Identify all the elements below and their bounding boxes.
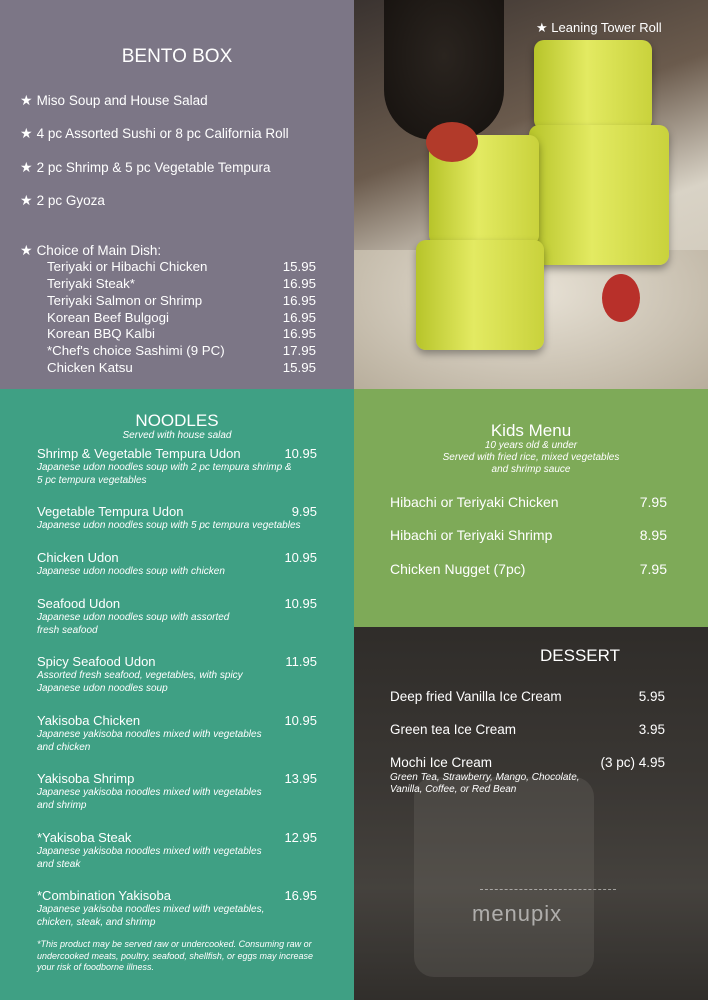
bento-main-price: 15.95 (282, 360, 316, 375)
bento-item: ★ 2 pc Shrimp & 5 pc Vegetable Tempura (20, 159, 271, 175)
bento-item: ★ 4 pc Assorted Sushi or 8 pc California Roll (20, 125, 289, 141)
noodle-desc: Japanese yakisoba noodles mixed with vegetables and shrimp (37, 787, 262, 811)
roll-tier (534, 40, 652, 130)
bento-main-name: Chicken Katsu (47, 360, 133, 375)
noodle-name: Yakisoba Chicken (37, 713, 141, 728)
noodle-name: *Combination Yakisoba (37, 888, 171, 903)
dessert-item-name: Mochi Ice Cream (390, 755, 493, 770)
noodle-name: Shrimp & Vegetable Tempura Udon (37, 446, 241, 461)
kids-item-price: 7.95 (639, 494, 667, 510)
bento-main-name: Teriyaki Salmon or Shrimp (47, 293, 203, 308)
noodle-name: Chicken Udon (37, 550, 119, 565)
dessert-title: DESSERT (540, 646, 620, 665)
noodle-name: *Yakisoba Steak (37, 830, 132, 845)
bento-item: ★ Miso Soup and House Salad (20, 92, 208, 108)
noodle-desc: Japanese udon noodles soup with 5 pc tempura vegetables (37, 520, 301, 531)
bento-main-price: 16.95 (282, 276, 316, 291)
star-icon: ★ (536, 20, 552, 35)
dessert-item-price: 3.95 (638, 722, 665, 737)
star-icon: ★ (20, 192, 33, 208)
photo-caption: ★ Leaning Tower Roll (536, 20, 662, 35)
noodle-name: Spicy Seafood Udon (37, 654, 156, 669)
noodles-title: NOODLES (135, 411, 219, 430)
kids-subtitle: Served with fried rice, mixed vegetables (442, 452, 620, 463)
noodle-price: 11.95 (285, 654, 317, 669)
roll-tier (416, 240, 544, 350)
bento-main-name: *Chef's choice Sashimi (9 PC) (47, 343, 225, 358)
noodles-section (0, 389, 354, 1000)
noodle-price: 10.95 (284, 550, 317, 565)
tomato (426, 122, 478, 162)
noodle-desc: Japanese udon noodles soup with 2 pc tempura shrimp & 5 pc tempura vegetables (37, 462, 292, 486)
dessert-item-price: 5.95 (638, 689, 665, 704)
noodle-desc: Japanese yakisoba noodles mixed with vegetables and steak (37, 846, 262, 870)
noodle-price: 10.95 (284, 596, 317, 611)
kids-item-name: Hibachi or Teriyaki Shrimp (390, 527, 553, 543)
noodle-desc: Japanese yakisoba noodles mixed with vegetables and chicken (37, 729, 262, 753)
bento-main-name: Teriyaki Steak* (47, 276, 135, 291)
leaning-tower-roll-photo (354, 0, 708, 389)
kids-menu-section (354, 389, 708, 627)
bento-main-price: 15.95 (282, 259, 316, 274)
star-icon: ★ (20, 92, 33, 108)
raw-food-disclaimer: *This product may be served raw or undercooked. Consuming raw or undercooked meats, poultry, seafood, shellfish, or eggs may increase your risk of foodborne illness. (37, 939, 313, 972)
bento-main-name: Teriyaki or Hibachi Chicken (47, 259, 208, 274)
kids-item-name: Chicken Nugget (7pc) (390, 561, 526, 577)
dessert-item-desc: Green Tea, Strawberry, Mango, Chocolate, Vanilla, Coffee, or Red Bean (390, 772, 580, 795)
noodle-price: 10.95 (284, 446, 317, 461)
watermark-logo: menupix (472, 901, 563, 926)
star-icon: ★ (20, 125, 33, 141)
kids-item-price: 8.95 (639, 527, 667, 543)
roll-tier (529, 125, 669, 265)
dessert-item-name: Deep fried Vanilla Ice Cream (390, 689, 562, 704)
noodle-desc: Assorted fresh seafood, vegetables, with spicy Japanese udon noodles soup (37, 670, 243, 694)
kids-subtitle: and shrimp sauce (491, 464, 571, 475)
watermark-divider (480, 889, 616, 890)
bento-main-name: Korean Beef Bulgogi (47, 310, 169, 325)
kids-subtitle: 10 years old & under (484, 440, 578, 451)
tomato (602, 274, 640, 322)
kids-item-price: 7.95 (639, 561, 667, 577)
dessert-item-price: (3 pc) 4.95 (600, 755, 665, 770)
noodles-subtitle: Served with house salad (122, 430, 232, 441)
noodle-name: Vegetable Tempura Udon (37, 504, 184, 519)
bento-main-price: 17.95 (282, 343, 316, 358)
dessert-overlay (354, 627, 708, 1000)
noodle-price: 13.95 (284, 771, 317, 786)
noodle-desc: Japanese yakisoba noodles mixed with vegetables, chicken, steak, and shrimp (37, 904, 265, 928)
bento-main-price: 16.95 (282, 293, 316, 308)
noodle-price: 16.95 (284, 888, 317, 903)
noodle-price: 9.95 (291, 504, 317, 519)
noodle-desc: Japanese udon noodles soup with chicken (37, 566, 225, 577)
bento-main-price: 16.95 (282, 310, 316, 325)
kids-title: Kids Menu (490, 421, 572, 440)
star-icon: ★ (20, 159, 33, 175)
noodle-price: 10.95 (284, 713, 317, 728)
noodle-name: Seafood Udon (37, 596, 121, 611)
bento-box-section (0, 0, 354, 389)
bento-title: BENTO BOX (121, 46, 233, 67)
kids-item-name: Hibachi or Teriyaki Chicken (390, 494, 559, 510)
sauce-bottle (384, 0, 504, 140)
dessert-item-name: Green tea Ice Cream (390, 722, 517, 737)
noodle-price: 12.95 (284, 830, 317, 845)
bento-choice-label: ★ Choice of Main Dish: (20, 242, 162, 258)
bento-main-name: Korean BBQ Kalbi (47, 326, 155, 341)
noodle-name: Yakisoba Shrimp (37, 771, 135, 786)
star-icon: ★ (20, 242, 33, 258)
noodle-desc: Japanese udon noodles soup with assorted fresh seafood (37, 612, 230, 636)
bento-main-price: 16.95 (282, 326, 316, 341)
dessert-section (354, 627, 708, 1000)
bento-item: ★ 2 pc Gyoza (20, 192, 105, 208)
